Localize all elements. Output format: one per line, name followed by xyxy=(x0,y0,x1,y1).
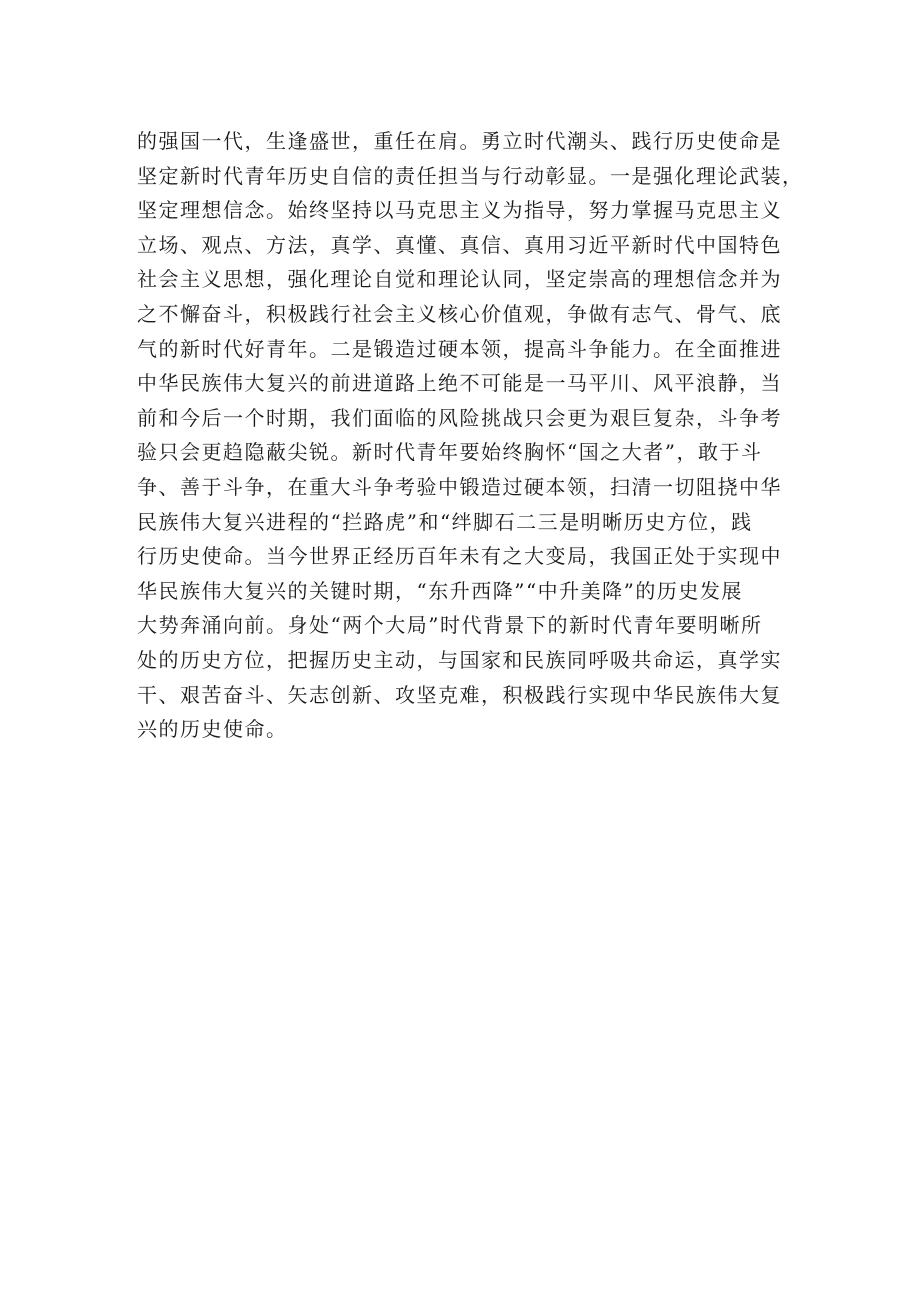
text-line: 坚定新时代青年历史自信的责任担当与行动彰显。一是强化理论武装， xyxy=(137,163,804,188)
text-line: 坚定理想信念。始终坚持以马克思主义为指导，努力掌握马克思主义 xyxy=(137,198,782,223)
text-line: 行历史使命。当今世界正经历百年未有之大变局，我国正处于实现中 xyxy=(137,544,782,569)
text-line: 中华民族伟大复兴的前进道路上绝不可能是一马平川、风平浪静，当 xyxy=(137,371,782,396)
text-line: 的强国一代，生逢盛世，重任在肩。勇立时代潮头、践行历史使命是 xyxy=(137,129,782,153)
text-line: 民族伟大复兴进程的“拦路虎”和“绊脚石二三是明晰历史方位，践 xyxy=(137,509,753,534)
text-line: 兴的历史使命。 xyxy=(137,717,288,742)
text-line: 气的新时代好青年。二是锻造过硬本领，提高斗争能力。在全面推进 xyxy=(137,336,782,361)
text-line: 华民族伟大复兴的关键时期，“东升西降”“中升美降”的历史发展 xyxy=(137,578,743,603)
text-line: 处的历史方位，把握历史主动，与国家和民族同呼吸共命运，真学实 xyxy=(137,647,782,672)
text-line: 干、艰苦奋斗、矢志创新、攻坚克难，积极践行实现中华民族伟大复 xyxy=(137,682,782,707)
text-line: 社会主义思想，强化理论自觉和理论认同，坚定崇高的理想信念并为 xyxy=(137,267,782,292)
text-line: 之不懈奋斗，积极践行社会主义核心价值观，争做有志气、骨气、底 xyxy=(137,301,782,326)
text-line: 立场、观点、方法，真学、真懂、真信、真用习近平新时代中国特色 xyxy=(137,232,782,257)
text-line: 前和今后一个时期，我们面临的风险挑战只会更为艰巨复杂，斗争考 xyxy=(137,405,782,430)
text-line: 大势奔涌向前。身处“两个大局”时代背景下的新时代青年要明晰所 xyxy=(137,613,763,638)
body-paragraph xyxy=(137,124,837,747)
text-line: 验只会更趋隐蔽尖锐。新时代青年要始终胸怀“国之大者”，敢于斗 xyxy=(137,440,763,465)
text-line: 争、善于斗争，在重大斗争考验中锻造过硬本领，扫清一切阻挠中华 xyxy=(137,474,782,499)
